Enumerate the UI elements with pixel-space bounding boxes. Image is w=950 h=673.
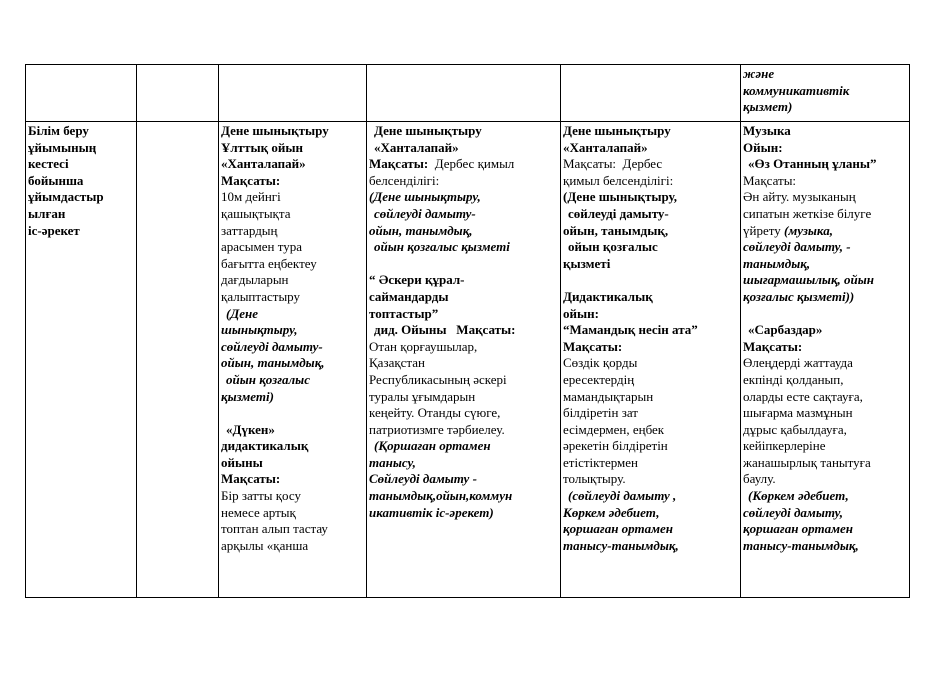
game-label: Ойын: [743,139,783,155]
areas-line: сөйлеуді дамыту- [568,205,669,221]
row-label-cell [26,122,137,598]
activity-cell-col3 [219,122,367,598]
goal-line: есімдермен, еңбек [563,421,665,437]
row-label-line: кестесі [28,156,69,172]
spacer [369,256,558,273]
game-name: «Ханталапай» [221,156,306,172]
game-name: «Дүкен» [226,421,275,437]
activity-cell-col6 [741,122,910,598]
goal-line: шығарма мазмұнын [743,405,853,421]
table-row [26,122,910,598]
table-cell [367,65,561,122]
areas-line: шығармашылық, ойын [743,272,875,288]
areas-line: қозғалыс қызметі)) [743,288,855,304]
goal-line: баулу. [743,471,776,487]
game-name: «Ханталапай» [563,139,648,155]
activity-cell-col4 [367,122,561,598]
areas-line: (Дене шынықтыру, [369,189,481,205]
goal-line: жанашырлық танытуға [743,454,871,470]
goal-line: Сөздік қорды [563,355,638,371]
goal-line: Əн айту. музыканың [743,189,856,205]
goal-line: туралы ұғымдарын [369,388,476,404]
areas-line: қызметі) [221,388,274,404]
row-label-line: ылған [28,205,66,221]
goal-label: Мақсаты: [221,172,281,188]
table-cell [741,65,910,122]
game-type: Дидактикалық [563,288,653,304]
goal-line: Қазақстан [369,355,425,371]
goal-line: Отан қорғаушылар, [369,338,478,354]
areas-line: танымдық,ойын,коммун [369,488,513,504]
goal-label-line [369,322,558,339]
goal-line: кеңейту. Отанды сүюге, [369,405,501,421]
cell-text: коммуникативтік [743,82,850,98]
game-name: топтастыр” [369,305,439,321]
row-label-line: ұйымының [28,139,97,155]
goal-text: үйрету [743,222,781,238]
goal-line: екпінді қолданып, [743,371,844,387]
areas-line: қоршаған ортамен [563,521,674,537]
areas-line: (сөйлеуді дамыту , [568,488,677,504]
areas-line: ойын қозғалыс қызметі [374,239,510,255]
activity-title: Дене шынықтыру [221,123,329,138]
goal-line: ересектердің [563,371,635,387]
goal-line: сипатын жеткізе білуге [743,205,872,221]
areas-line: танысу, [369,454,416,470]
schedule-table [25,64,910,598]
game-type: ойыны [221,454,263,470]
areas-line: (Дене [226,305,258,321]
areas-line: сөйлеуді дамыту, [743,504,844,520]
goal-label: Мақсаты: [563,338,623,354]
goal-label: Мақсаты: [369,156,429,172]
areas-line: шынықтыру, [221,322,298,338]
goal-line: толықтыру. [563,471,626,487]
goal-line: етістіктермен [563,454,638,470]
areas-line: (Көркем əдебиет, [748,488,849,504]
goal-line: арасымен тура [221,239,303,255]
areas-line: қоршаған ортамен [743,521,854,537]
goal-label: Мақсаты: [221,471,281,487]
goal-text: Дербес қимыл [434,156,515,172]
goal-label: Мақсаты: [563,156,617,172]
goal-line: білдіретін зат [563,405,638,421]
row-label-line: іс-əрекет [28,222,80,238]
row-label-line: ұйымдастыр [28,189,104,205]
cell-text: қызмет) [743,99,793,115]
goal-label: Мақсаты: [456,322,516,338]
goal-line: қалыптастыру [221,288,301,304]
goal-line: 10м дейнгі [221,189,281,205]
areas-line: қызметі [563,255,611,271]
areas-line: ойын, танымдық, [369,222,473,238]
goal-line [563,156,738,173]
areas-line: ойын қозғалыс [226,371,310,387]
empty-cell [137,122,219,598]
table-row [26,65,910,122]
goal-line: бағытта еңбектеу [221,255,317,271]
game-name: «Өз Отанның ұланы” [748,156,877,172]
table-cell [137,65,219,122]
areas-line: ойын, танымдық, [563,222,669,238]
game-name: «Сарбаздар» [748,322,823,338]
goal-line: оларды есте сақтауға, [743,388,863,404]
game-type: ойын: [563,305,599,321]
goal-line: кейіпкерлеріне [743,438,826,454]
goal-line [369,156,558,173]
areas-line: сөйлеуді дамыту- [374,205,476,221]
goal-line: арқылы «қанша [221,537,309,553]
areas-line: ойын қозғалыс [568,239,658,255]
game-type: дид. Ойыны [374,322,447,338]
areas-line: танымдық, [743,255,811,271]
goal-line: белсенділігі: [369,172,440,188]
goal-line: Бір затты қосу [221,488,301,504]
game-type: дидактикалық [221,438,309,454]
spacer [743,306,907,323]
activity-cell-col5 [561,122,741,598]
game-name: саймандарды [369,288,449,304]
areas-line: (Дене шынықтыру, [563,189,678,205]
areas-line: Көркем əдебиет, [563,504,660,520]
goal-line: заттардың [221,222,278,238]
spacer [563,272,738,289]
goal-line: Өлеңдерді жаттауда [743,355,853,371]
goal-line: əрекетін білдіретін [563,438,668,454]
goal-label: Мақсаты: [743,172,797,188]
row-label-line: бойынша [28,172,84,188]
cell-text: жəне [743,66,775,81]
areas-line: икативтік іс-əрекет) [369,504,494,520]
game-type: Ұлттық ойын [221,139,303,155]
row-label-line: Білім беру [28,123,89,138]
areas-line: танысу-танымдық, [563,537,679,553]
areas-text: (музыка, [784,222,833,238]
goal-line: немесе артық [221,504,296,520]
goal-line: қимыл белсенділігі: [563,172,674,188]
table-cell [26,65,137,122]
areas-line: Сөйлеуді дамыту - [369,471,477,487]
goal-line: қашықтықта [221,205,291,221]
activity-title: Музыка [743,123,791,138]
activity-title: Дене шынықтыру [563,123,671,138]
goal-line [743,223,907,240]
areas-line: танысу-танымдық, [743,537,859,553]
activity-title: Дене шынықтыру [374,123,482,138]
goal-label: Мақсаты: [743,338,803,354]
goal-line: топтан алып тастау [221,521,328,537]
table-cell [219,65,367,122]
goal-line: дағдыларын [221,272,289,288]
areas-line: сөйлеуді дамыту, - [743,239,851,255]
goal-text: Дербес [622,156,663,172]
goal-line: мамандықтарын [563,388,654,404]
spacer [221,405,364,422]
areas-line: (Қоршаған ортамен [374,438,491,454]
goal-line: дұрыс қабылдауға, [743,421,847,437]
goal-line: Республикасының əскері [369,371,507,387]
areas-line: сөйлеуді дамыту- [221,338,323,354]
areas-line: ойын, танымдық, [221,355,325,371]
goal-line: патриотизмге тəрбиелеу. [369,421,505,437]
game-name: “ Əскери құрал- [369,272,465,288]
game-name: “Мамандық несін ата” [563,322,698,338]
game-name: «Ханталапай» [374,139,459,155]
table-cell [561,65,741,122]
